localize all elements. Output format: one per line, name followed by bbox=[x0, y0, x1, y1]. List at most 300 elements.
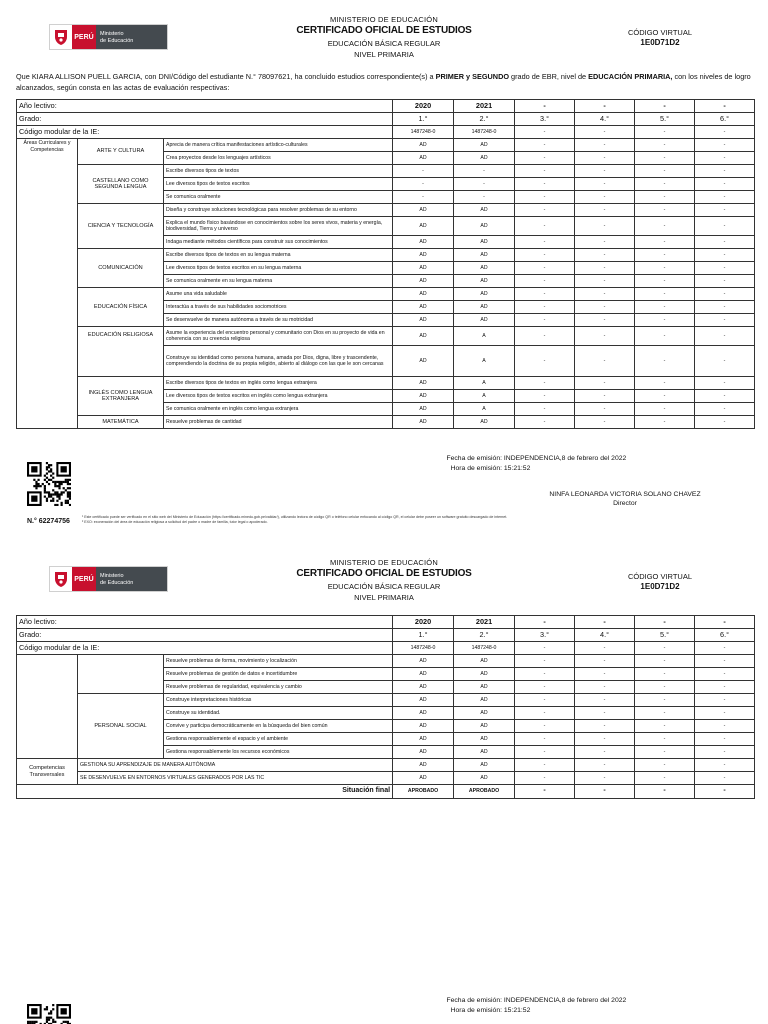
grade-value: AD bbox=[454, 416, 515, 429]
year-cell: - bbox=[635, 616, 695, 629]
grade-value: - bbox=[575, 707, 635, 720]
grade-value: - bbox=[515, 217, 575, 236]
grade-value: - bbox=[635, 139, 695, 152]
grade-value: AD bbox=[393, 204, 454, 217]
grade-value: - bbox=[695, 262, 755, 275]
area-name: PERSONAL SOCIAL bbox=[78, 694, 164, 759]
grade-value: - bbox=[695, 759, 755, 772]
virtual-code-label: CÓDIGO VIRTUAL bbox=[627, 572, 693, 581]
competency-name: Gestiona responsablemente el espacio y el ambiente bbox=[164, 733, 393, 746]
grade-value: - bbox=[575, 327, 635, 346]
grade-value: - bbox=[635, 301, 695, 314]
logo-ministry bbox=[96, 567, 167, 591]
year-label: Año lectivo: bbox=[17, 100, 393, 113]
competency-name: Diseña y construye soluciones tecnológicas para resolver problemas de su entorno bbox=[164, 204, 393, 217]
emission-info bbox=[420, 996, 626, 1016]
area-name bbox=[78, 655, 164, 694]
grade-value: - bbox=[575, 262, 635, 275]
virtual-code-value: 1E0D71D2 bbox=[640, 582, 680, 591]
signer-role: Director bbox=[613, 500, 637, 507]
competency-name: Explica el mundo físico basándose en conocimientos sobre los seres vivos, materia y energía, biodiversidad, Tierra y universo bbox=[164, 217, 393, 236]
grade-value: - bbox=[635, 720, 695, 733]
year-cell: - bbox=[695, 616, 755, 629]
area-name: MATEMÁTICA bbox=[78, 416, 164, 429]
grade-value: AD bbox=[454, 681, 515, 694]
emission-time-value: 15:21:52 bbox=[503, 1007, 531, 1014]
grade-value: - bbox=[515, 236, 575, 249]
certificate-level: NIVEL PRIMARIA bbox=[354, 50, 414, 59]
virtual-code-value: 1E0D71D2 bbox=[640, 38, 680, 47]
area-name: ARTE Y CULTURA bbox=[78, 139, 164, 165]
grade-value: - bbox=[515, 772, 575, 785]
grade-cell: 6.° bbox=[695, 113, 755, 126]
grade-value: - bbox=[575, 655, 635, 668]
competency-name: Lee diversos tipos de textos escritos en inglés como lengua extranjera bbox=[164, 390, 393, 403]
grade-value: - bbox=[635, 655, 695, 668]
area-name: EDUCACIÓN RELIGIOSA bbox=[78, 327, 164, 377]
grade-value: - bbox=[515, 759, 575, 772]
final-status-value: - bbox=[635, 785, 695, 799]
grade-value: - bbox=[695, 139, 755, 152]
signer-name: NINFA LEONARDA VICTORIA SOLANO CHAVEZ bbox=[549, 491, 701, 498]
final-status-value: - bbox=[575, 785, 635, 799]
modular-code-row bbox=[17, 126, 755, 139]
competency-name: Construye su identidad. bbox=[164, 707, 393, 720]
ministry-name: MINISTERIO DE EDUCACIÓN bbox=[330, 558, 438, 567]
grade-value: - bbox=[515, 733, 575, 746]
grade-value: AD bbox=[454, 733, 515, 746]
certificate-subtitle: EDUCACIÓN BÁSICA REGULAR bbox=[327, 39, 441, 48]
intro-level: EDUCACIÓN PRIMARIA, bbox=[588, 72, 673, 81]
grade-value: AD bbox=[393, 733, 454, 746]
grade-value: - bbox=[695, 327, 755, 346]
grade-value: - bbox=[695, 403, 755, 416]
grade-value: - bbox=[695, 416, 755, 429]
grade-value: - bbox=[695, 217, 755, 236]
grade-value: - bbox=[635, 314, 695, 327]
competency-name: Indaga mediante métodos científicos para construir sus conocimientos bbox=[164, 236, 393, 249]
grade-cell: 3.° bbox=[515, 113, 575, 126]
grade-value: - bbox=[454, 178, 515, 191]
year-row bbox=[17, 616, 755, 629]
modular-code-cell: - bbox=[515, 126, 575, 139]
grade-value: AD bbox=[454, 301, 515, 314]
grade-row bbox=[17, 629, 755, 642]
grade-value: - bbox=[575, 236, 635, 249]
grade-cell: 1.° bbox=[393, 113, 454, 126]
grade-cell: 5.° bbox=[635, 629, 695, 642]
grade-value: - bbox=[575, 217, 635, 236]
grade-value: AD bbox=[393, 772, 454, 785]
grade-value: - bbox=[635, 733, 695, 746]
grade-value: - bbox=[515, 178, 575, 191]
footnote-2: ² EXO: exoneración del área de educación religiosa a solicitud del padre o madre de familia, tutor legal o apoderado. bbox=[82, 520, 268, 524]
grade-value: - bbox=[695, 707, 755, 720]
year-cell: - bbox=[515, 616, 575, 629]
grade-label: Grado: bbox=[17, 629, 393, 642]
grade-value: - bbox=[695, 346, 755, 377]
competency-name: Convive y participa democráticamente en la búsqueda del bien común bbox=[164, 720, 393, 733]
grade-value: - bbox=[515, 707, 575, 720]
grade-value: - bbox=[575, 314, 635, 327]
grade-value: - bbox=[695, 236, 755, 249]
grade-value: - bbox=[515, 655, 575, 668]
logo-country: PERÚ bbox=[72, 567, 96, 591]
competency-row bbox=[17, 759, 755, 772]
area-name: COMUNICACIÓN bbox=[78, 249, 164, 288]
grade-value: - bbox=[515, 262, 575, 275]
grade-value: AD bbox=[393, 249, 454, 262]
grade-value: A bbox=[454, 346, 515, 377]
grade-value: - bbox=[695, 178, 755, 191]
year-cell: - bbox=[515, 100, 575, 113]
grade-value: AD bbox=[454, 759, 515, 772]
category-label: Áreas Curriculares y Competencias bbox=[17, 139, 78, 429]
grade-value: AD bbox=[454, 204, 515, 217]
logo-ministry bbox=[96, 25, 167, 49]
final-status-value: - bbox=[515, 785, 575, 799]
grade-value: - bbox=[635, 390, 695, 403]
emission-date-value: INDEPENDENCIA,8 de febrero del 2022 bbox=[503, 997, 627, 1004]
intro-text-a: Que KIARA ALLISON PUELL GARCIA, con DNI/Código del estudiante N.° 78097621, ha concluido estudios correspondiente(s) a bbox=[16, 72, 436, 81]
modular-code-row bbox=[17, 642, 755, 655]
modular-code-cell: 1487248-0 bbox=[393, 642, 454, 655]
grade-value: - bbox=[515, 165, 575, 178]
grade-value: - bbox=[393, 165, 454, 178]
grade-value: AD bbox=[393, 301, 454, 314]
certificate-page-2 bbox=[0, 552, 768, 1024]
grade-value: AD bbox=[393, 139, 454, 152]
grade-value: - bbox=[695, 191, 755, 204]
virtual-code-label: CÓDIGO VIRTUAL bbox=[627, 28, 693, 37]
grade-value: - bbox=[515, 152, 575, 165]
grade-value: - bbox=[575, 390, 635, 403]
modular-code-cell: - bbox=[635, 642, 695, 655]
grade-value: - bbox=[635, 262, 695, 275]
competency-name: Resuelve problemas de gestión de datos e incertidumbre bbox=[164, 668, 393, 681]
grade-cell: 2.° bbox=[454, 113, 515, 126]
logo-ministry-line2: de Educación bbox=[100, 579, 134, 586]
grade-value: - bbox=[515, 668, 575, 681]
grade-value: - bbox=[695, 668, 755, 681]
grade-value: AD bbox=[393, 236, 454, 249]
grade-value: AD bbox=[393, 720, 454, 733]
grade-value: - bbox=[575, 720, 635, 733]
peru-emblem-icon bbox=[50, 25, 72, 49]
grade-value: - bbox=[635, 681, 695, 694]
competency-name: Se comunica oralmente en inglés como lengua extranjera bbox=[164, 403, 393, 416]
grade-value: - bbox=[575, 301, 635, 314]
footnotes bbox=[82, 515, 742, 525]
grade-value: - bbox=[635, 746, 695, 759]
grade-value: AD bbox=[393, 694, 454, 707]
footnote-1: ¹ Este certificado puede ser verificado en el sitio web del Ministerio de Educación (https://certificado.minedu.gob.pe/validar/), utilizando lectora de código QR o teléfono celular enfocando al código QR, el celular debe poseer un software gratuito descargado de internet. bbox=[82, 515, 508, 519]
grade-cell: 6.° bbox=[695, 629, 755, 642]
grade-value: - bbox=[515, 327, 575, 346]
logo-ministry-line1: Ministerio bbox=[100, 31, 124, 37]
grade-value: - bbox=[635, 275, 695, 288]
grade-value: AD bbox=[454, 288, 515, 301]
grades-table-page-2 bbox=[16, 615, 755, 799]
grade-value: - bbox=[515, 416, 575, 429]
grade-value: - bbox=[515, 681, 575, 694]
emission-date-label: Fecha de emisión: bbox=[446, 997, 502, 1004]
competency-name: Aprecia de manera crítica manifestaciones artístico-culturales bbox=[164, 139, 393, 152]
grade-value: - bbox=[515, 204, 575, 217]
competency-name: Construye interpretaciones históricas bbox=[164, 694, 393, 707]
grade-value: - bbox=[575, 204, 635, 217]
grade-value: - bbox=[635, 204, 695, 217]
emission-info bbox=[420, 454, 626, 474]
grade-value: - bbox=[695, 165, 755, 178]
area-name: CIENCIA Y TECNOLOGÍA bbox=[78, 204, 164, 249]
intro-text-c: con los niveles de logro alcanzados, según consta en las actas de evaluación respectivas: bbox=[16, 72, 751, 92]
modular-code-cell: 1487248-0 bbox=[454, 642, 515, 655]
competency-name: SE DESENVUELVE EN ENTORNOS VIRTUALES GENERADOS POR LAS TIC bbox=[78, 772, 393, 785]
grade-value: - bbox=[575, 772, 635, 785]
grade-value: AD bbox=[454, 746, 515, 759]
competency-name: Gestiona responsablemente los recursos económicos bbox=[164, 746, 393, 759]
grade-value: - bbox=[575, 152, 635, 165]
grade-value: AD bbox=[393, 152, 454, 165]
grade-value: - bbox=[635, 327, 695, 346]
year-cell: - bbox=[695, 100, 755, 113]
grade-value: AD bbox=[454, 139, 515, 152]
ministry-name: MINISTERIO DE EDUCACIÓN bbox=[330, 15, 438, 24]
year-cell: 2020 bbox=[393, 616, 454, 629]
competency-name: Crea proyectos desde los lenguajes artísticos bbox=[164, 152, 393, 165]
competency-row bbox=[17, 204, 755, 217]
competency-name: Escribe diversos tipos de textos en su lengua materna bbox=[164, 249, 393, 262]
grade-value: - bbox=[575, 377, 635, 390]
grade-value: - bbox=[393, 178, 454, 191]
grade-value: - bbox=[515, 720, 575, 733]
competency-name: Se comunica oralmente bbox=[164, 191, 393, 204]
grade-value: - bbox=[575, 403, 635, 416]
grade-cell: 4.° bbox=[575, 629, 635, 642]
grade-value: AD bbox=[393, 346, 454, 377]
grade-value: - bbox=[695, 275, 755, 288]
transversal-label: Competencias Transversales bbox=[17, 759, 78, 785]
emission-date-label: Fecha de emisión: bbox=[446, 455, 502, 462]
final-status-label: Situación final bbox=[17, 785, 393, 799]
grade-value: AD bbox=[454, 262, 515, 275]
grade-value: A bbox=[454, 327, 515, 346]
grade-value: AD bbox=[454, 152, 515, 165]
competency-row bbox=[17, 694, 755, 707]
certificate-header bbox=[234, 15, 534, 59]
competency-name: Escribe diversos tipos de textos en inglés como lengua extranjera bbox=[164, 377, 393, 390]
logo-ministry-line1: Ministerio bbox=[100, 573, 124, 579]
competency-name: Interactúa a través de sus habilidades sociomotrices bbox=[164, 301, 393, 314]
certificate-header bbox=[234, 558, 534, 602]
virtual-code bbox=[600, 572, 720, 591]
competency-row bbox=[17, 327, 755, 346]
competency-row bbox=[17, 249, 755, 262]
grade-value: AD bbox=[454, 694, 515, 707]
grade-value: - bbox=[635, 403, 695, 416]
grade-value: - bbox=[515, 346, 575, 377]
grade-value: AD bbox=[454, 275, 515, 288]
competency-name: Se comunica oralmente en su lengua materna bbox=[164, 275, 393, 288]
grade-value: - bbox=[575, 346, 635, 377]
grade-value: AD bbox=[393, 390, 454, 403]
grade-value: - bbox=[695, 694, 755, 707]
grade-value: AD bbox=[393, 327, 454, 346]
competency-name: Asume la experiencia del encuentro personal y comunitario con Dios en su proyecto de vida en coherencia con su creencia religiosa bbox=[164, 327, 393, 346]
grade-value: AD bbox=[454, 314, 515, 327]
grade-value: AD bbox=[393, 403, 454, 416]
qr-code-icon bbox=[27, 462, 71, 506]
final-status-value: APROBADO bbox=[454, 785, 515, 799]
competency-name: Escribe diversos tipos de textos bbox=[164, 165, 393, 178]
grade-value: - bbox=[635, 249, 695, 262]
grade-value: AD bbox=[393, 275, 454, 288]
grade-value: - bbox=[635, 236, 695, 249]
qr-code-icon bbox=[27, 1004, 71, 1024]
certificate-level: NIVEL PRIMARIA bbox=[354, 593, 414, 602]
grade-value: - bbox=[575, 139, 635, 152]
competency-name: GESTIONA SU APRENDIZAJE DE MANERA AUTÓNOMA bbox=[78, 759, 393, 772]
logo-country: PERÚ bbox=[72, 25, 96, 49]
minedu-logo bbox=[49, 566, 168, 592]
competency-name: Resuelve problemas de forma, movimiento y localización bbox=[164, 655, 393, 668]
grade-value: AD bbox=[393, 668, 454, 681]
grade-value: - bbox=[575, 191, 635, 204]
competency-name: Se desenvuelve de manera autónoma a través de su motricidad bbox=[164, 314, 393, 327]
grade-value: - bbox=[515, 275, 575, 288]
grade-value: - bbox=[454, 191, 515, 204]
certificate-subtitle: EDUCACIÓN BÁSICA REGULAR bbox=[327, 582, 441, 591]
grade-value: - bbox=[695, 314, 755, 327]
modular-code-cell: 1487248-0 bbox=[454, 126, 515, 139]
year-cell: 2021 bbox=[454, 616, 515, 629]
competency-row bbox=[17, 772, 755, 785]
grade-cell: 3.° bbox=[515, 629, 575, 642]
grade-value: AD bbox=[454, 707, 515, 720]
competency-name: Asume una vida saludable bbox=[164, 288, 393, 301]
grade-value: - bbox=[635, 288, 695, 301]
competency-row bbox=[17, 377, 755, 390]
grade-value: AD bbox=[393, 377, 454, 390]
final-status-row bbox=[17, 785, 755, 799]
grade-value: - bbox=[515, 746, 575, 759]
grade-value: - bbox=[695, 377, 755, 390]
grade-value: - bbox=[635, 707, 695, 720]
area-name: INGLÉS COMO LENGUA EXTRANJERA bbox=[78, 377, 164, 416]
emission-date-value: INDEPENDENCIA,8 de febrero del 2022 bbox=[503, 455, 627, 462]
competency-row bbox=[17, 655, 755, 668]
intro-text-b: grado de EBR, nivel de bbox=[509, 72, 589, 81]
grade-value: - bbox=[575, 681, 635, 694]
grade-value: AD bbox=[393, 707, 454, 720]
grade-label: Grado: bbox=[17, 113, 393, 126]
grade-value: - bbox=[695, 390, 755, 403]
competency-row bbox=[17, 288, 755, 301]
grades-table-page-1 bbox=[16, 99, 755, 429]
grade-value: AD bbox=[454, 217, 515, 236]
intro-grades: PRIMER y SEGUNDO bbox=[435, 72, 510, 81]
grade-value: - bbox=[515, 694, 575, 707]
modular-code-cell: - bbox=[515, 642, 575, 655]
grade-value: - bbox=[635, 416, 695, 429]
grade-value: - bbox=[695, 655, 755, 668]
grade-value: - bbox=[515, 314, 575, 327]
grade-value: - bbox=[635, 668, 695, 681]
grade-value: - bbox=[454, 165, 515, 178]
emission-time-label: Hora de emisión: bbox=[450, 1007, 502, 1014]
grade-cell: 2.° bbox=[454, 629, 515, 642]
grade-value: AD bbox=[454, 668, 515, 681]
grade-value: - bbox=[575, 759, 635, 772]
grade-value: AD bbox=[393, 288, 454, 301]
year-cell: - bbox=[575, 616, 635, 629]
year-cell: - bbox=[575, 100, 635, 113]
area-name: CASTELLANO COMO SEGUNDA LENGUA bbox=[78, 165, 164, 204]
grade-value: - bbox=[575, 746, 635, 759]
competency-name: Resuelve problemas de regularidad, equivalencia y cambio bbox=[164, 681, 393, 694]
competency-row bbox=[17, 139, 755, 152]
grade-value: AD bbox=[393, 314, 454, 327]
grade-value: AD bbox=[454, 720, 515, 733]
category-label bbox=[17, 655, 78, 759]
final-status-value: - bbox=[695, 785, 755, 799]
year-cell: 2021 bbox=[454, 100, 515, 113]
grade-value: - bbox=[575, 275, 635, 288]
grade-value: - bbox=[635, 772, 695, 785]
modular-code-label: Código modular de la IE: bbox=[17, 642, 393, 655]
grade-value: - bbox=[635, 165, 695, 178]
grade-value: - bbox=[695, 301, 755, 314]
grade-value: - bbox=[695, 204, 755, 217]
qr-code bbox=[27, 1004, 71, 1024]
grade-value: AD bbox=[393, 655, 454, 668]
grade-value: - bbox=[635, 377, 695, 390]
grade-value: - bbox=[515, 301, 575, 314]
grade-value: - bbox=[515, 191, 575, 204]
peru-emblem-icon bbox=[50, 567, 72, 591]
competency-name: Construye su identidad como persona humana, amada por Dios, digna, libre y trascendente, comprendiendo la doctrina de su propia religión, abierto al diálogo con las que le son cercanas bbox=[164, 346, 393, 377]
modular-code-cell: - bbox=[635, 126, 695, 139]
final-status-value: APROBADO bbox=[393, 785, 454, 799]
modular-code-label: Código modular de la IE: bbox=[17, 126, 393, 139]
qr-code bbox=[27, 462, 71, 506]
grade-value: - bbox=[515, 288, 575, 301]
virtual-code bbox=[600, 28, 720, 47]
grade-value: - bbox=[393, 191, 454, 204]
grade-value: AD bbox=[454, 655, 515, 668]
grade-value: - bbox=[575, 249, 635, 262]
grade-value: - bbox=[515, 403, 575, 416]
modular-code-cell: - bbox=[695, 126, 755, 139]
grade-value: - bbox=[695, 733, 755, 746]
grade-value: - bbox=[635, 178, 695, 191]
grade-value: - bbox=[695, 720, 755, 733]
grade-value: - bbox=[695, 288, 755, 301]
grade-value: - bbox=[695, 152, 755, 165]
grade-value: - bbox=[695, 681, 755, 694]
grade-value: - bbox=[575, 178, 635, 191]
grade-value: - bbox=[635, 217, 695, 236]
grade-value: AD bbox=[454, 249, 515, 262]
grade-value: - bbox=[695, 772, 755, 785]
grade-value: - bbox=[635, 694, 695, 707]
grade-value: - bbox=[695, 249, 755, 262]
grade-value: - bbox=[575, 694, 635, 707]
year-cell: - bbox=[635, 100, 695, 113]
grade-value: - bbox=[515, 249, 575, 262]
year-label: Año lectivo: bbox=[17, 616, 393, 629]
